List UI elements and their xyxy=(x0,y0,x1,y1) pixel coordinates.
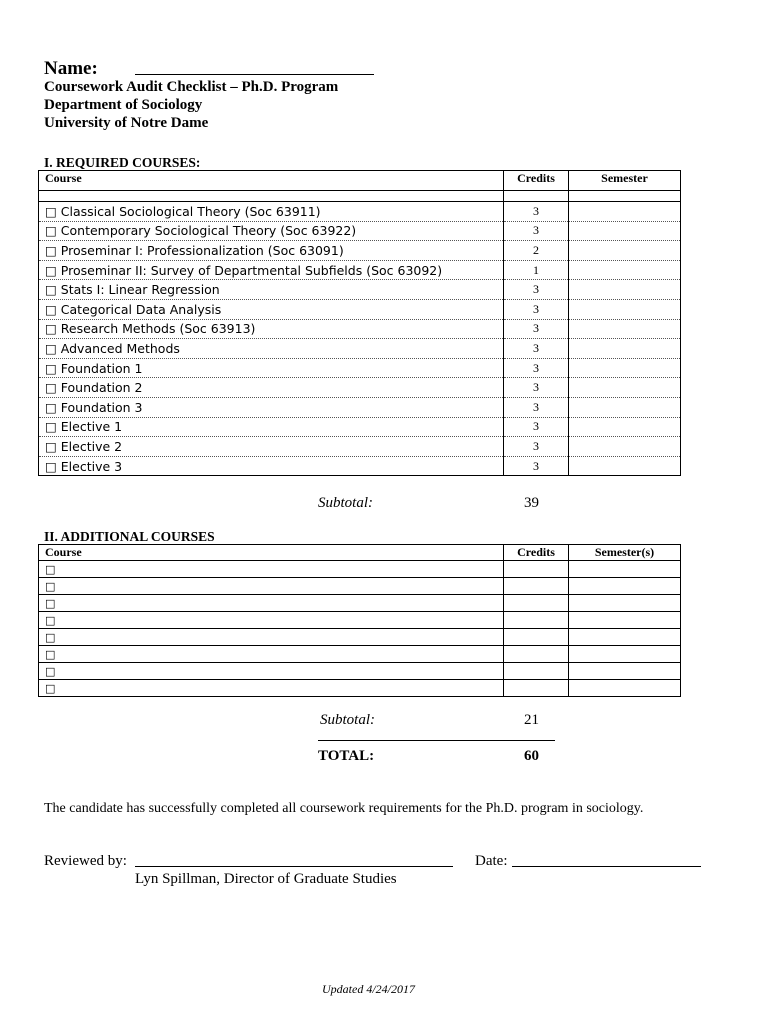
table-row xyxy=(39,339,681,359)
col-semester: Semester xyxy=(569,171,681,191)
course-checkbox-item[interactable]: □ Elective 2 xyxy=(39,437,504,457)
col-credits: Credits xyxy=(504,545,569,561)
reviewed-by-label: Reviewed by: xyxy=(44,853,127,869)
table-row xyxy=(39,202,681,222)
name-label: Name: xyxy=(44,58,98,79)
course-credits: 2 xyxy=(504,241,569,261)
col-credits: Credits xyxy=(504,171,569,191)
course-credits: 1 xyxy=(504,260,569,280)
table-row xyxy=(39,456,681,476)
required-courses-table xyxy=(38,170,681,476)
course-credits: 3 xyxy=(504,299,569,319)
course-semester-cell[interactable] xyxy=(569,397,681,417)
course-semester-cell[interactable] xyxy=(569,561,681,578)
course-credits: 3 xyxy=(504,417,569,437)
course-credits: 3 xyxy=(504,319,569,339)
course-checkbox-item[interactable]: □ Elective 1 xyxy=(39,417,504,437)
table-row xyxy=(39,299,681,319)
course-semester-cell[interactable] xyxy=(569,378,681,398)
course-credits: 3 xyxy=(504,221,569,241)
course-credits-cell[interactable] xyxy=(504,578,569,595)
course-checkbox-item[interactable]: □ xyxy=(39,561,504,578)
course-semester-cell[interactable] xyxy=(569,680,681,697)
document-title: Coursework Audit Checklist – Ph.D. Program xyxy=(44,79,339,95)
table-row xyxy=(39,595,681,612)
course-credits-cell[interactable] xyxy=(504,680,569,697)
course-checkbox-item[interactable]: □ xyxy=(39,646,504,663)
course-credits: 3 xyxy=(504,280,569,300)
course-checkbox-item[interactable]: □ xyxy=(39,663,504,680)
additional-courses-table xyxy=(38,544,681,697)
additional-courses-title: II. ADDITIONAL COURSES xyxy=(44,529,215,544)
course-semester-cell[interactable] xyxy=(569,629,681,646)
required-subtotal-label: Subtotal: xyxy=(318,495,373,511)
course-semester-cell[interactable] xyxy=(569,595,681,612)
table-row xyxy=(39,378,681,398)
course-checkbox-item[interactable]: □ Advanced Methods xyxy=(39,339,504,359)
total-label: TOTAL: xyxy=(318,748,375,764)
course-semester-cell[interactable] xyxy=(569,612,681,629)
date-field[interactable] xyxy=(512,866,701,867)
table-row xyxy=(39,241,681,261)
additional-subtotal-label: Subtotal: xyxy=(320,712,375,728)
course-semester-cell[interactable] xyxy=(569,299,681,319)
course-credits-cell[interactable] xyxy=(504,561,569,578)
department-name: Department of Sociology xyxy=(44,97,203,113)
course-semester-cell[interactable] xyxy=(569,260,681,280)
course-credits-cell[interactable] xyxy=(504,646,569,663)
course-semester-cell[interactable] xyxy=(569,578,681,595)
col-semester: Semester(s) xyxy=(569,545,681,561)
course-credits-cell[interactable] xyxy=(504,663,569,680)
table-row xyxy=(39,397,681,417)
course-semester-cell[interactable] xyxy=(569,241,681,261)
course-credits: 3 xyxy=(504,339,569,359)
reviewer-signature-field[interactable] xyxy=(135,866,453,867)
course-credits: 3 xyxy=(504,358,569,378)
course-checkbox-item[interactable]: □ xyxy=(39,629,504,646)
completion-statement: The candidate has successfully completed all coursework requirements for the Ph.D. program in sociology. xyxy=(44,801,644,816)
course-checkbox-item[interactable]: □ xyxy=(39,680,504,697)
table-row xyxy=(39,680,681,697)
course-semester-cell[interactable] xyxy=(569,437,681,457)
course-credits: 3 xyxy=(504,378,569,398)
course-checkbox-item[interactable]: □ Classical Sociological Theory (Soc 63911) xyxy=(39,202,504,222)
course-checkbox-item[interactable]: □ Foundation 1 xyxy=(39,358,504,378)
course-credits: 3 xyxy=(504,456,569,476)
course-checkbox-item[interactable]: □ Categorical Data Analysis xyxy=(39,299,504,319)
course-credits: 3 xyxy=(504,202,569,222)
course-credits: 3 xyxy=(504,397,569,417)
col-course: Course xyxy=(39,171,504,191)
course-semester-cell[interactable] xyxy=(569,221,681,241)
date-label: Date: xyxy=(475,853,508,869)
course-checkbox-item[interactable]: □ Proseminar II: Survey of Departmental Subfields (Soc 63092) xyxy=(39,260,504,280)
course-credits-cell[interactable] xyxy=(504,612,569,629)
updated-date: Updated 4/24/2017 xyxy=(322,982,415,996)
name-field[interactable] xyxy=(135,74,374,75)
table-row xyxy=(39,629,681,646)
additional-subtotal-value: 21 xyxy=(524,712,539,728)
total-value: 60 xyxy=(524,748,539,764)
course-checkbox-item[interactable]: □ Research Methods (Soc 63913) xyxy=(39,319,504,339)
table-row xyxy=(39,578,681,595)
table-row xyxy=(39,260,681,280)
course-semester-cell[interactable] xyxy=(569,456,681,476)
col-course: Course xyxy=(39,545,504,561)
table-row xyxy=(39,646,681,663)
table-row xyxy=(39,612,681,629)
table-row xyxy=(39,319,681,339)
table-row xyxy=(39,437,681,457)
course-checkbox-item[interactable]: □ xyxy=(39,595,504,612)
course-checkbox-item[interactable]: □ Proseminar I: Professionalization (Soc 63091) xyxy=(39,241,504,261)
university-name: University of Notre Dame xyxy=(44,115,209,131)
total-divider xyxy=(318,740,555,741)
course-checkbox-item[interactable]: □ Foundation 3 xyxy=(39,397,504,417)
course-semester-cell[interactable] xyxy=(569,280,681,300)
required-courses-title: I. REQUIRED COURSES: xyxy=(44,155,201,170)
course-semester-cell[interactable] xyxy=(569,663,681,680)
course-credits-cell[interactable] xyxy=(504,629,569,646)
course-semester-cell[interactable] xyxy=(569,202,681,222)
course-semester-cell[interactable] xyxy=(569,319,681,339)
course-checkbox-item[interactable]: □ xyxy=(39,612,504,629)
course-semester-cell[interactable] xyxy=(569,646,681,663)
reviewer-name: Lyn Spillman, Director of Graduate Studies xyxy=(135,871,397,887)
table-row xyxy=(39,417,681,437)
course-checkbox-item[interactable]: □ xyxy=(39,578,504,595)
course-credits-cell[interactable] xyxy=(504,595,569,612)
table-row xyxy=(39,358,681,378)
course-credits: 3 xyxy=(504,437,569,457)
course-checkbox-item[interactable]: □ Contemporary Sociological Theory (Soc 63922) xyxy=(39,221,504,241)
table-row xyxy=(39,663,681,680)
course-checkbox-item[interactable]: □ Stats I: Linear Regression xyxy=(39,280,504,300)
required-subtotal-value: 39 xyxy=(524,495,539,511)
course-semester-cell[interactable] xyxy=(569,339,681,359)
course-semester-cell[interactable] xyxy=(569,358,681,378)
table-row xyxy=(39,280,681,300)
table-row xyxy=(39,221,681,241)
course-semester-cell[interactable] xyxy=(569,417,681,437)
table-row xyxy=(39,561,681,578)
course-checkbox-item[interactable]: □ Elective 3 xyxy=(39,456,504,476)
course-checkbox-item[interactable]: □ Foundation 2 xyxy=(39,378,504,398)
